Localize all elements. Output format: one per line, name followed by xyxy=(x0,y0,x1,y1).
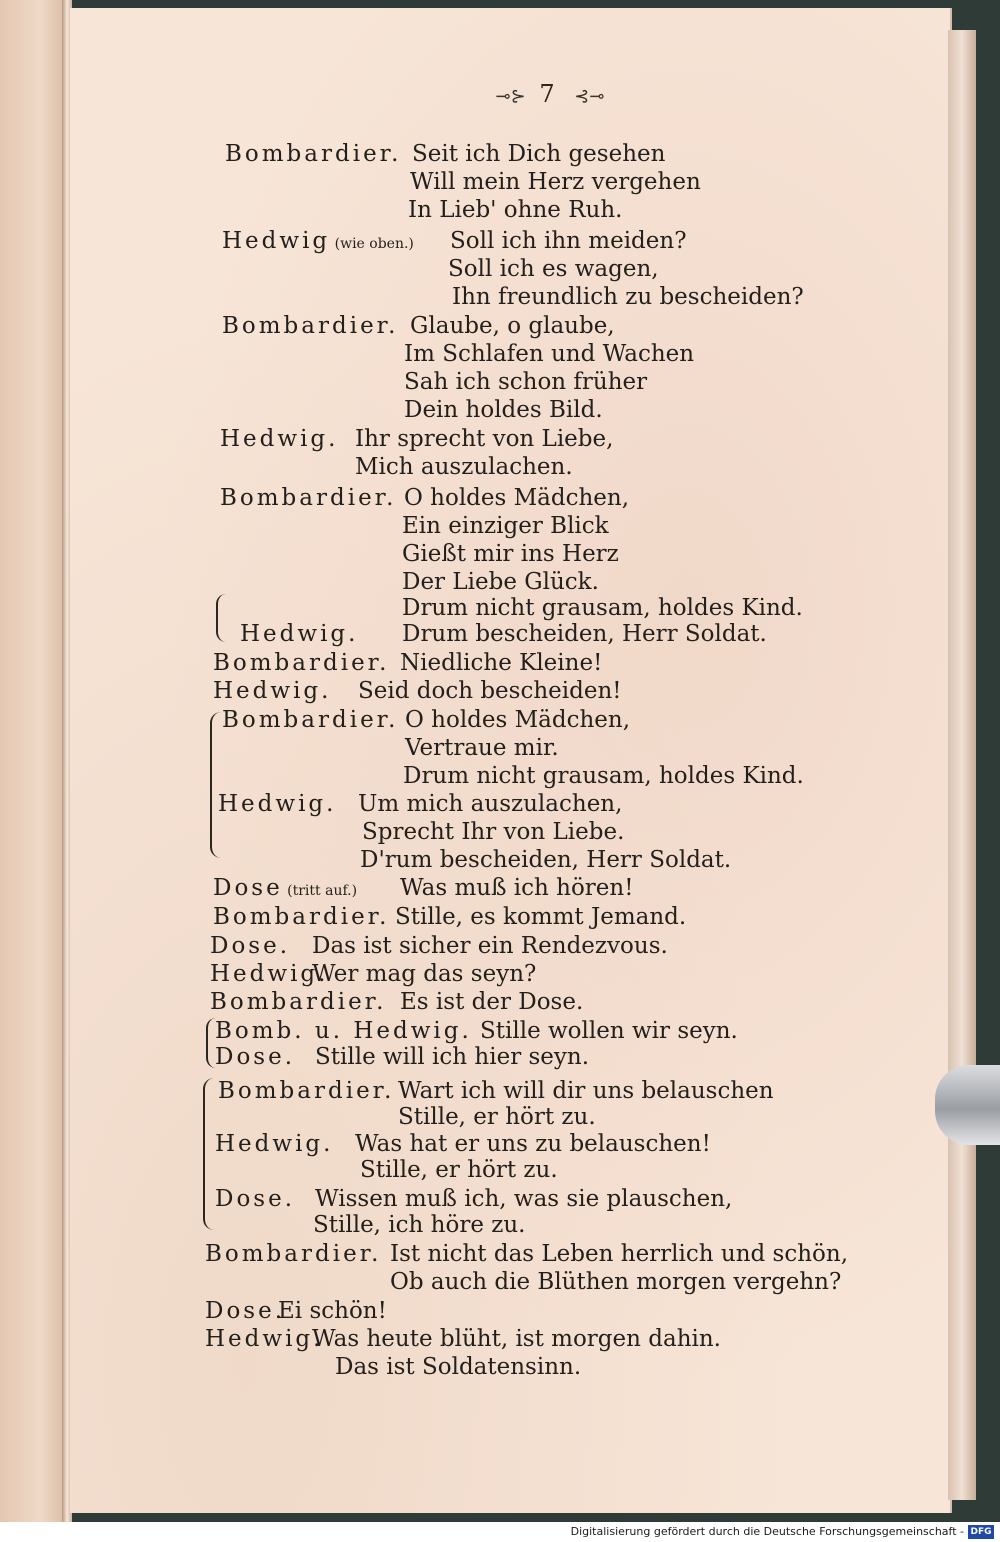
speaker-name: Dose. xyxy=(205,1298,286,1324)
page-number xyxy=(470,80,630,108)
verse-line: Drum nicht grausam, holdes Kind. xyxy=(403,763,804,789)
brace-trio xyxy=(203,1078,214,1230)
page-stack-edge xyxy=(948,30,976,1500)
verse-line: Vertraue mir. xyxy=(405,735,559,761)
brace-duet-2 xyxy=(210,712,221,858)
speaker-name: Hedwig. xyxy=(205,1326,324,1352)
verse-line: Stille will ich hier seyn. xyxy=(315,1044,590,1070)
speaker-name: Hedwig. xyxy=(218,791,337,817)
verse-line: In Lieb' ohne Ruh. xyxy=(408,197,623,223)
speaker-name: Bombardier. xyxy=(225,141,402,167)
speaker-name: Dose. xyxy=(215,1186,296,1212)
verse-line: Gießt mir ins Herz xyxy=(402,541,619,567)
page-number-value: 7 xyxy=(539,80,561,108)
verse-line: Drum bescheiden, Herr Soldat. xyxy=(402,621,767,647)
verse-line: Das ist sicher ein Rendezvous. xyxy=(312,933,668,959)
funding-notice: Digitalisierung gefördert durch die Deutsche Forschungsgemeinschaft - xyxy=(570,1525,964,1538)
speaker-name: Hedwig. xyxy=(240,621,359,647)
verse-line: Ob auch die Blüthen morgen vergehn? xyxy=(390,1269,842,1295)
verse-line: Stille, er hört zu. xyxy=(360,1157,558,1183)
verse-line: Ihn freundlich zu bescheiden? xyxy=(452,284,804,310)
verse-line: Sah ich schon früher xyxy=(404,369,648,395)
verse-line: D'rum bescheiden, Herr Soldat. xyxy=(360,847,732,873)
speaker-name: Hedwig. xyxy=(215,1131,334,1157)
speaker-name: Hedwig. xyxy=(210,961,329,987)
facing-page-edge xyxy=(0,0,68,1522)
verse-line: Ein einziger Blick xyxy=(402,513,609,539)
stage-direction: (wie oben.) xyxy=(330,236,414,252)
speaker-name: Bomb. u. Hedwig. xyxy=(215,1018,472,1044)
verse-line: Wissen muß ich, was sie plauschen, xyxy=(315,1186,733,1212)
speaker-name: Dose. xyxy=(215,1044,296,1070)
footer-bar xyxy=(0,1522,1000,1542)
verse-line: Sprecht Ihr von Liebe. xyxy=(362,819,625,845)
verse-line: Niedliche Kleine! xyxy=(400,650,603,676)
verse-line: Stille, es kommt Jemand. xyxy=(395,904,687,930)
speaker-name: Bombardier. xyxy=(210,989,387,1015)
verse-line: Ist nicht das Leben herrlich und schön, xyxy=(390,1241,849,1267)
verse-line: Was heute blüht, ist morgen dahin. xyxy=(312,1326,721,1352)
speaker-name: Bombardier. xyxy=(213,650,390,676)
speaker-name: Bombardier. xyxy=(222,707,399,733)
stage-direction: (tritt auf.) xyxy=(282,883,358,899)
verse-line: Stille, er hört zu. xyxy=(398,1104,596,1130)
verse-line: O holdes Mädchen, xyxy=(404,485,630,511)
verse-line: Seit ich Dich gesehen xyxy=(412,141,666,167)
verse-line: Soll ich ihn meiden? xyxy=(450,228,687,254)
verse-line: Der Liebe Glück. xyxy=(402,569,599,595)
verse-line: Um mich auszulachen, xyxy=(358,791,623,817)
verse-line: Wart ich will dir uns belauschen xyxy=(398,1078,774,1104)
verse-line: Was muß ich hören! xyxy=(400,875,634,901)
speaker-name: Bombardier. xyxy=(220,485,397,511)
speaker-name: Hedwig. xyxy=(220,426,339,452)
verse-line: Ei schön! xyxy=(278,1298,387,1324)
verse-line: Soll ich es wagen, xyxy=(448,256,659,282)
verse-line: Ihr sprecht von Liebe, xyxy=(355,426,614,452)
brace-duet-1 xyxy=(216,594,226,642)
verse-line: Stille wollen wir seyn. xyxy=(480,1018,738,1044)
verse-line: O holdes Mädchen, xyxy=(405,707,631,733)
ornament-right: ⊰⊸ xyxy=(574,86,605,107)
speaker-name: Dose. xyxy=(210,933,291,959)
speaker-name: Bombardier. xyxy=(218,1078,395,1104)
verse-line: Dein holdes Bild. xyxy=(404,397,603,423)
verse-line: Stille, ich höre zu. xyxy=(313,1212,526,1238)
verse-line: Glaube, o glaube, xyxy=(410,313,615,339)
speaker-name: Dose (tritt auf.) xyxy=(213,875,358,901)
ornament-left: ⊸⊱ xyxy=(495,86,526,107)
speaker-name: Bombardier. xyxy=(213,904,390,930)
speaker-name: Hedwig. xyxy=(213,678,332,704)
verse-line: Was hat er uns zu belauschen! xyxy=(355,1131,711,1157)
speaker-name: Hedwig (wie oben.) xyxy=(222,228,414,254)
verse-line: Will mein Herz vergehen xyxy=(410,169,701,195)
verse-line: Drum nicht grausam, holdes Kind. xyxy=(402,595,803,621)
verse-line: Im Schlafen und Wachen xyxy=(404,341,695,367)
verse-line: Seid doch bescheiden! xyxy=(358,678,622,704)
speaker-name: Bombardier. xyxy=(205,1241,382,1267)
verse-line: Das ist Soldatensinn. xyxy=(335,1354,582,1380)
speaker-name: Bombardier. xyxy=(222,313,399,339)
dfg-logo: DFG xyxy=(968,1525,994,1539)
scanner-clip xyxy=(935,1065,1000,1145)
verse-line: Wer mag das seyn? xyxy=(312,961,537,987)
verse-line: Es ist der Dose. xyxy=(400,989,584,1015)
verse-line: Mich auszulachen. xyxy=(355,454,573,480)
